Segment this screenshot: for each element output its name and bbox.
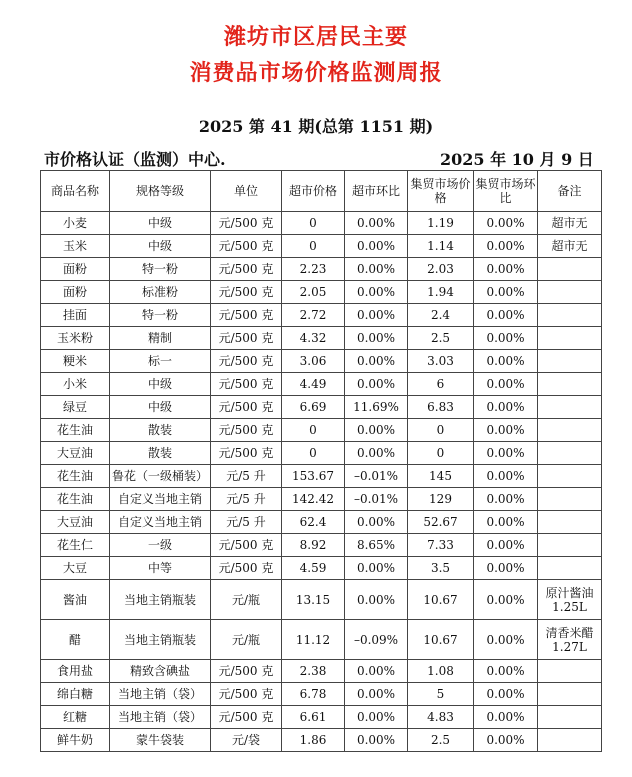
unit-cell: 元/500 克 xyxy=(211,235,282,258)
remarks-cell xyxy=(538,373,602,396)
name-cell: 花生油 xyxy=(41,419,110,442)
spec-cell: 中级 xyxy=(110,373,211,396)
name-cell: 大豆 xyxy=(41,557,110,580)
spec-cell: 散装 xyxy=(110,419,211,442)
market-price-cell: 7.33 xyxy=(408,534,474,557)
market-change-cell: 0.00% xyxy=(474,580,538,620)
market-change-cell: 0.00% xyxy=(474,304,538,327)
remarks-cell xyxy=(538,419,602,442)
supermarket-price-cell: 2.38 xyxy=(282,660,345,683)
table-row xyxy=(41,304,602,327)
market-price-cell: 0 xyxy=(408,419,474,442)
unit-cell: 元/袋 xyxy=(211,729,282,752)
supermarket-price-cell: 6.61 xyxy=(282,706,345,729)
name-cell: 玉米粉 xyxy=(41,327,110,350)
unit-cell: 元/500 克 xyxy=(211,212,282,235)
organization-name: 市价格认证（监测）中心. xyxy=(44,150,226,169)
header-supermarket-change: 超市环比 xyxy=(345,171,408,212)
supermarket-change-cell: 0.00% xyxy=(345,304,408,327)
remarks-cell xyxy=(538,534,602,557)
market-change-cell: 0.00% xyxy=(474,396,538,419)
name-cell: 酱油 xyxy=(41,580,110,620)
market-change-cell: 0.00% xyxy=(474,660,538,683)
name-cell: 面粉 xyxy=(41,281,110,304)
market-price-cell: 5 xyxy=(408,683,474,706)
market-price-cell: 6 xyxy=(408,373,474,396)
supermarket-change-cell: 11.69% xyxy=(345,396,408,419)
header-spec: 规格等级 xyxy=(110,171,211,212)
market-price-cell: 2.5 xyxy=(408,729,474,752)
market-price-cell: 10.67 xyxy=(408,620,474,660)
remarks-cell xyxy=(538,488,602,511)
remarks-cell xyxy=(538,350,602,373)
supermarket-change-cell: 0.00% xyxy=(345,235,408,258)
supermarket-change-cell: 0.00% xyxy=(345,373,408,396)
name-cell: 绿豆 xyxy=(41,396,110,419)
market-price-cell: 3.5 xyxy=(408,557,474,580)
spec-cell: 当地主销（袋） xyxy=(110,706,211,729)
supermarket-price-cell: 0 xyxy=(282,442,345,465)
remarks-cell xyxy=(538,511,602,534)
unit-cell: 元/500 克 xyxy=(211,683,282,706)
unit-cell: 元/500 克 xyxy=(211,534,282,557)
unit-cell: 元/500 克 xyxy=(211,660,282,683)
remarks-cell xyxy=(538,465,602,488)
remarks-cell xyxy=(538,396,602,419)
supermarket-change-cell: 0.00% xyxy=(345,212,408,235)
supermarket-price-cell: 153.67 xyxy=(282,465,345,488)
name-cell: 面粉 xyxy=(41,258,110,281)
unit-cell: 元/500 克 xyxy=(211,281,282,304)
supermarket-price-cell: 4.59 xyxy=(282,557,345,580)
market-price-cell: 52.67 xyxy=(408,511,474,534)
name-cell: 醋 xyxy=(41,620,110,660)
remarks-cell xyxy=(538,281,602,304)
supermarket-price-cell: 0 xyxy=(282,235,345,258)
remarks-cell: 超市无 xyxy=(538,212,602,235)
market-change-cell: 0.00% xyxy=(474,212,538,235)
name-cell: 鲜牛奶 xyxy=(41,729,110,752)
market-price-cell: 1.94 xyxy=(408,281,474,304)
supermarket-change-cell: 0.00% xyxy=(345,419,408,442)
name-cell: 粳米 xyxy=(41,350,110,373)
table-row xyxy=(41,580,602,620)
market-change-cell: 0.00% xyxy=(474,442,538,465)
market-price-cell: 2.4 xyxy=(408,304,474,327)
market-change-cell: 0.00% xyxy=(474,373,538,396)
supermarket-change-cell: 0.00% xyxy=(345,511,408,534)
supermarket-price-cell: 11.12 xyxy=(282,620,345,660)
market-change-cell: 0.00% xyxy=(474,350,538,373)
market-price-cell: 6.83 xyxy=(408,396,474,419)
table-row xyxy=(41,660,602,683)
market-change-cell: 0.00% xyxy=(474,235,538,258)
market-price-cell: 0 xyxy=(408,442,474,465)
spec-cell: 当地主销瓶装 xyxy=(110,580,211,620)
table-row xyxy=(41,729,602,752)
unit-cell: 元/瓶 xyxy=(211,620,282,660)
supermarket-change-cell: 0.00% xyxy=(345,258,408,281)
market-change-cell: 0.00% xyxy=(474,683,538,706)
table-row xyxy=(41,557,602,580)
header-market-change: 集贸市场环比 xyxy=(474,171,538,212)
unit-cell: 元/500 克 xyxy=(211,304,282,327)
supermarket-change-cell: 0.00% xyxy=(345,327,408,350)
market-change-cell: 0.00% xyxy=(474,729,538,752)
remarks-cell: 清香米醋 1.27L xyxy=(538,620,602,660)
header-unit: 单位 xyxy=(211,171,282,212)
table-row xyxy=(41,488,602,511)
table-row xyxy=(41,281,602,304)
spec-cell: 自定义当地主销 xyxy=(110,488,211,511)
table-row xyxy=(41,511,602,534)
supermarket-change-cell: 0.00% xyxy=(345,281,408,304)
spec-cell: 中级 xyxy=(110,212,211,235)
remarks-cell xyxy=(538,442,602,465)
table-row xyxy=(41,706,602,729)
report-title-line2: 消费品市场价格监测周报 xyxy=(189,60,443,86)
unit-cell: 元/500 克 xyxy=(211,442,282,465)
name-cell: 大豆油 xyxy=(41,442,110,465)
table-row xyxy=(41,534,602,557)
supermarket-price-cell: 2.23 xyxy=(282,258,345,281)
spec-cell: 一级 xyxy=(110,534,211,557)
unit-cell: 元/500 克 xyxy=(211,706,282,729)
remarks-cell xyxy=(538,660,602,683)
unit-cell: 元/500 克 xyxy=(211,557,282,580)
spec-cell: 特一粉 xyxy=(110,304,211,327)
supermarket-price-cell: 1.86 xyxy=(282,729,345,752)
market-change-cell: 0.00% xyxy=(474,488,538,511)
name-cell: 小米 xyxy=(41,373,110,396)
supermarket-price-cell: 142.42 xyxy=(282,488,345,511)
header-supermarket-price: 超市价格 xyxy=(282,171,345,212)
supermarket-change-cell: 0.00% xyxy=(345,580,408,620)
supermarket-change-cell: 0.00% xyxy=(345,442,408,465)
spec-cell: 散装 xyxy=(110,442,211,465)
unit-cell: 元/5 升 xyxy=(211,511,282,534)
unit-cell: 元/瓶 xyxy=(211,580,282,620)
table-row xyxy=(41,419,602,442)
supermarket-price-cell: 0 xyxy=(282,419,345,442)
remarks-cell xyxy=(538,258,602,281)
table-row xyxy=(41,258,602,281)
spec-cell: 当地主销瓶装 xyxy=(110,620,211,660)
unit-cell: 元/500 克 xyxy=(211,396,282,419)
supermarket-price-cell: 6.78 xyxy=(282,683,345,706)
unit-cell: 元/500 克 xyxy=(211,373,282,396)
market-change-cell: 0.00% xyxy=(474,258,538,281)
market-change-cell: 0.00% xyxy=(474,534,538,557)
market-change-cell: 0.00% xyxy=(474,511,538,534)
supermarket-change-cell: 0.00% xyxy=(345,729,408,752)
market-price-cell: 129 xyxy=(408,488,474,511)
name-cell: 大豆油 xyxy=(41,511,110,534)
table-row xyxy=(41,396,602,419)
spec-cell: 当地主销（袋） xyxy=(110,683,211,706)
market-price-cell: 4.83 xyxy=(408,706,474,729)
spec-cell: 中级 xyxy=(110,396,211,419)
table-row xyxy=(41,465,602,488)
name-cell: 红糖 xyxy=(41,706,110,729)
market-price-cell: 2.5 xyxy=(408,327,474,350)
supermarket-change-cell: –0.01% xyxy=(345,465,408,488)
spec-cell: 标一 xyxy=(110,350,211,373)
supermarket-price-cell: 4.49 xyxy=(282,373,345,396)
market-change-cell: 0.00% xyxy=(474,327,538,350)
remarks-cell xyxy=(538,327,602,350)
price-table xyxy=(40,170,602,752)
market-price-cell: 2.03 xyxy=(408,258,474,281)
supermarket-change-cell: –0.01% xyxy=(345,488,408,511)
supermarket-price-cell: 13.15 xyxy=(282,580,345,620)
spec-cell: 中等 xyxy=(110,557,211,580)
supermarket-price-cell: 6.69 xyxy=(282,396,345,419)
supermarket-price-cell: 3.06 xyxy=(282,350,345,373)
spec-cell: 蒙牛袋装 xyxy=(110,729,211,752)
supermarket-price-cell: 0 xyxy=(282,212,345,235)
spec-cell: 鲁花（一级桶装） xyxy=(110,465,211,488)
table-row xyxy=(41,350,602,373)
market-price-cell: 3.03 xyxy=(408,350,474,373)
table-body xyxy=(41,212,602,752)
market-price-cell: 10.67 xyxy=(408,580,474,620)
unit-cell: 元/500 克 xyxy=(211,327,282,350)
name-cell: 挂面 xyxy=(41,304,110,327)
remarks-cell xyxy=(538,706,602,729)
name-cell: 绵白糖 xyxy=(41,683,110,706)
remarks-cell: 超市无 xyxy=(538,235,602,258)
name-cell: 花生仁 xyxy=(41,534,110,557)
header-name: 商品名称 xyxy=(41,171,110,212)
table-row xyxy=(41,683,602,706)
table-row xyxy=(41,373,602,396)
supermarket-change-cell: 8.65% xyxy=(345,534,408,557)
table-row xyxy=(41,212,602,235)
market-change-cell: 0.00% xyxy=(474,706,538,729)
remarks-cell xyxy=(538,729,602,752)
name-cell: 花生油 xyxy=(41,488,110,511)
market-change-cell: 0.00% xyxy=(474,281,538,304)
supermarket-change-cell: 0.00% xyxy=(345,350,408,373)
remarks-cell: 原汁酱油 1.25L xyxy=(538,580,602,620)
market-price-cell: 1.08 xyxy=(408,660,474,683)
unit-cell: 元/500 克 xyxy=(211,419,282,442)
unit-cell: 元/5 升 xyxy=(211,465,282,488)
header-remarks: 备注 xyxy=(538,171,602,212)
supermarket-change-cell: 0.00% xyxy=(345,660,408,683)
supermarket-change-cell: –0.09% xyxy=(345,620,408,660)
supermarket-price-cell: 8.92 xyxy=(282,534,345,557)
remarks-cell xyxy=(538,683,602,706)
table-row xyxy=(41,442,602,465)
header-market-price: 集贸市场价格 xyxy=(408,171,474,212)
market-change-cell: 0.00% xyxy=(474,557,538,580)
name-cell: 食用盐 xyxy=(41,660,110,683)
spec-cell: 自定义当地主销 xyxy=(110,511,211,534)
supermarket-change-cell: 0.00% xyxy=(345,557,408,580)
market-change-cell: 0.00% xyxy=(474,419,538,442)
report-date: 2025 年 10 月 9 日 xyxy=(440,150,594,169)
market-price-cell: 1.19 xyxy=(408,212,474,235)
market-change-cell: 0.00% xyxy=(474,620,538,660)
market-price-cell: 145 xyxy=(408,465,474,488)
table-row xyxy=(41,235,602,258)
name-cell: 玉米 xyxy=(41,235,110,258)
unit-cell: 元/500 克 xyxy=(211,258,282,281)
supermarket-price-cell: 4.32 xyxy=(282,327,345,350)
supermarket-price-cell: 2.72 xyxy=(282,304,345,327)
spec-cell: 精致含碘盐 xyxy=(110,660,211,683)
remarks-cell xyxy=(538,557,602,580)
name-cell: 小麦 xyxy=(41,212,110,235)
market-change-cell: 0.00% xyxy=(474,465,538,488)
table-row xyxy=(41,620,602,660)
market-price-cell: 1.14 xyxy=(408,235,474,258)
supermarket-change-cell: 0.00% xyxy=(345,683,408,706)
spec-cell: 标准粉 xyxy=(110,281,211,304)
name-cell: 花生油 xyxy=(41,465,110,488)
spec-cell: 特一粉 xyxy=(110,258,211,281)
remarks-cell xyxy=(538,304,602,327)
issue-number: 2025 第 41 期(总第 1151 期) xyxy=(198,117,434,136)
table-row xyxy=(41,327,602,350)
table-header-row xyxy=(41,171,602,212)
unit-cell: 元/5 升 xyxy=(211,488,282,511)
supermarket-change-cell: 0.00% xyxy=(345,706,408,729)
supermarket-price-cell: 62.4 xyxy=(282,511,345,534)
report-title-line1: 潍坊市区居民主要 xyxy=(223,24,408,50)
unit-cell: 元/500 克 xyxy=(211,350,282,373)
spec-cell: 精制 xyxy=(110,327,211,350)
spec-cell: 中级 xyxy=(110,235,211,258)
supermarket-price-cell: 2.05 xyxy=(282,281,345,304)
